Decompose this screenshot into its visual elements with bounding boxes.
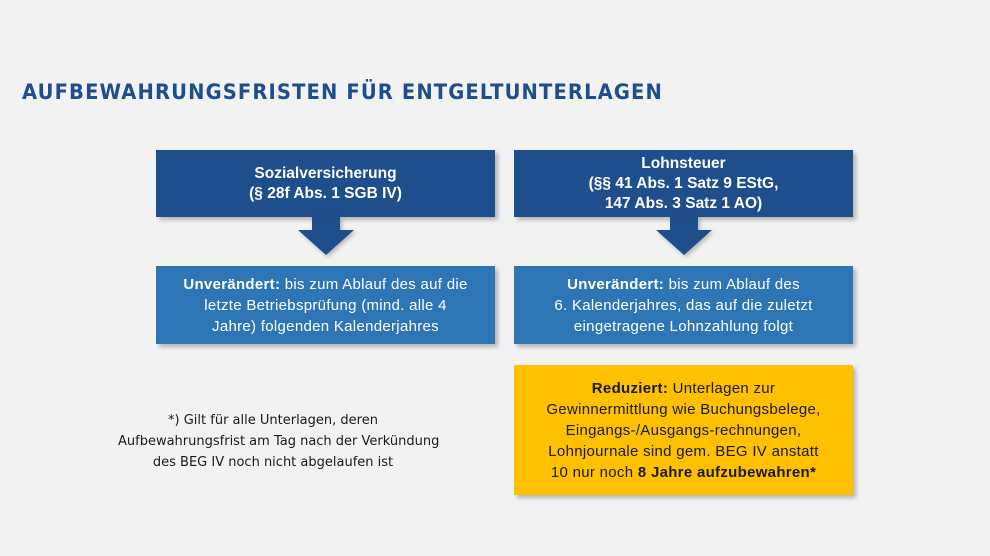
page-title: AUFBEWAHRUNGSFRISTEN FÜR ENTGELTUNTERLAGEN	[22, 80, 663, 104]
reduced-text: 10 nur noch	[550, 463, 634, 481]
reduced-text: Lohnjournale sind gem. BEG IV anstatt	[548, 442, 819, 460]
header-line: Sozialversicherung	[254, 164, 397, 182]
detail-text: bis zum Ablauf des	[668, 275, 800, 293]
unchanged-label: Unverändert:	[567, 275, 665, 293]
detail-text: eingetragene Lohnzahlung folgt	[573, 317, 794, 335]
reduced-label: Reduziert:	[591, 379, 669, 397]
reduced-text: Eingangs-/Ausgangs-rechnungen,	[565, 421, 802, 439]
reduced-years-highlight: 8 Jahre	[637, 463, 693, 481]
reduced-text: Unterlagen zur	[672, 379, 776, 397]
footnote-line: Aufbewahrungsfrist am Tag nach der Verkündung	[118, 434, 440, 449]
reduced-text: Gewinnermittlung wie Buchungsbelege,	[546, 400, 821, 418]
sozialversicherung-detail-box	[156, 266, 495, 344]
footnote	[118, 410, 440, 473]
header-line: (§ 28f Abs. 1 SGB IV)	[249, 184, 402, 202]
footnote-line: *) Gilt für alle Unterlagen, deren	[168, 413, 378, 428]
detail-text: 6. Kalenderjahres, das auf die zuletzt	[554, 296, 813, 314]
reduced-text: aufzubewahren*	[696, 463, 817, 481]
down-arrow-icon	[656, 217, 712, 257]
detail-text: letzte Betriebsprüfung (mind. alle 4	[204, 296, 447, 314]
reduced-retention-box	[514, 365, 853, 495]
header-line: Lohnsteuer	[641, 154, 726, 172]
header-line: 147 Abs. 3 Satz 1 AO)	[604, 194, 763, 212]
sozialversicherung-header-box	[156, 150, 495, 217]
detail-text: bis zum Ablauf des auf die	[284, 275, 468, 293]
detail-text: Jahre) folgenden Kalenderjahres	[212, 317, 439, 335]
lohnsteuer-header-box	[514, 150, 853, 217]
lohnsteuer-detail-box	[514, 266, 853, 344]
unchanged-label: Unverändert:	[183, 275, 281, 293]
down-arrow-icon	[298, 217, 354, 257]
footnote-line: des BEG IV noch nicht abgelaufen ist	[152, 455, 394, 470]
header-line: (§§ 41 Abs. 1 Satz 9 EStG,	[588, 174, 779, 192]
